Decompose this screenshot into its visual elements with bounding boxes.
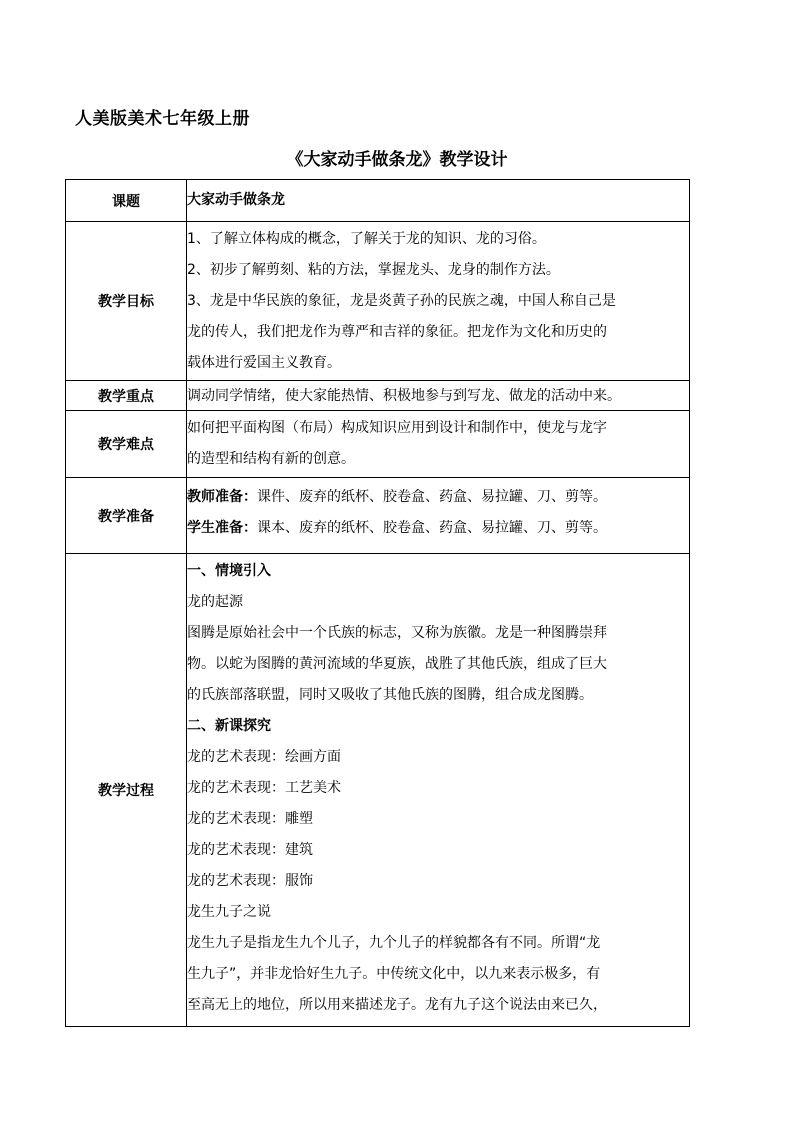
row-topic bbox=[66, 180, 690, 222]
student-preparation bbox=[187, 513, 689, 544]
objectives-line: 载体进行爱国主义教育。 bbox=[187, 354, 341, 371]
teacher-preparation-value: 课件、废弃的纸杯、胶卷盒、药盒、易拉罐、刀、剪等。 bbox=[257, 489, 607, 505]
process-line: 龙的艺术表现：服饰 bbox=[187, 873, 313, 889]
process-line: 龙生九子是指龙生九个儿子，九个儿子的样貌都各有不同。所谓“龙 bbox=[187, 935, 601, 951]
process-line: 二、新课探究 bbox=[187, 718, 271, 734]
difficulties-line: 的造型和结构有新的创意。 bbox=[187, 451, 355, 467]
process-line: 龙的艺术表现：雕塑 bbox=[187, 811, 313, 827]
student-preparation-label: 学生准备： bbox=[187, 520, 257, 536]
process-line: 的氏族部落联盟，同时又吸收了其他氏族的图腾，组合成龙图腾。 bbox=[187, 687, 593, 703]
process-line: 生九子”，并非龙恰好生九子。中传统文化中，以九来表示极多，有 bbox=[187, 966, 601, 982]
lesson-plan-table bbox=[65, 179, 690, 1027]
difficulties-content bbox=[187, 411, 690, 478]
student-preparation-value: 课本、废弃的纸杯、胶卷盒、药盒、易拉罐、刀、剪等。 bbox=[257, 520, 607, 536]
topic-value: 大家动手做条龙 bbox=[187, 180, 690, 222]
process-line: 一、情境引入 bbox=[187, 563, 271, 579]
process-label: 教学过程 bbox=[66, 554, 187, 1027]
process-content bbox=[187, 554, 690, 1027]
preparation-label: 教学准备 bbox=[66, 478, 187, 554]
process-line: 龙的艺术表现：绘画方面 bbox=[187, 749, 341, 765]
key-points-label: 教学重点 bbox=[66, 381, 187, 411]
objectives-line: 2、初步了解剪刻、粘的方法，掌握龙头、龙身的制作方法。 bbox=[187, 261, 560, 278]
teacher-preparation bbox=[187, 482, 689, 513]
process-line: 龙生九子之说 bbox=[187, 904, 271, 920]
row-key-points bbox=[66, 381, 690, 411]
process-line: 龙的艺术表现：建筑 bbox=[187, 842, 313, 858]
process-line: 至高无上的地位，所以用来描述龙子。龙有九子这个说法由来已久， bbox=[187, 997, 607, 1013]
difficulties-line: 如何把平面构图（布局）构成知识应用到设计和制作中，使龙与龙字 bbox=[187, 420, 607, 436]
key-points-value bbox=[187, 381, 690, 411]
process-line: 龙的艺术表现：工艺美术 bbox=[187, 780, 341, 796]
teacher-preparation-label: 教师准备： bbox=[187, 489, 257, 505]
objectives-label: 教学目标 bbox=[66, 222, 187, 381]
header-text: 人美版美术七年级上册 bbox=[75, 109, 250, 129]
difficulties-label: 教学难点 bbox=[66, 411, 187, 478]
preparation-content bbox=[187, 478, 690, 554]
key-points-line: 调动同学情绪，使大家能热情、积极地参与到写龙、做龙的活动中来。 bbox=[187, 387, 621, 404]
process-line: 图腾是原始社会中一个氏族的标志，又称为族徽。龙是一种图腾崇拜 bbox=[187, 625, 607, 641]
row-process bbox=[66, 554, 690, 1027]
row-difficulties bbox=[66, 411, 690, 478]
document-title: 《大家动手做条龙》教学设计 bbox=[286, 150, 508, 170]
objectives-line: 1、了解立体构成的概念，了解关于龙的知识、龙的习俗。 bbox=[187, 230, 546, 247]
process-line: 龙的起源 bbox=[187, 594, 243, 610]
row-objectives bbox=[66, 222, 690, 381]
objectives-line: 龙的传人，我们把龙作为尊严和吉祥的象征。把龙作为文化和历史的 bbox=[187, 323, 607, 340]
objectives-content bbox=[187, 222, 690, 381]
topic-label: 课题 bbox=[66, 180, 187, 222]
row-preparation bbox=[66, 478, 690, 554]
process-line: 物。以蛇为图腾的黄河流域的华夏族，战胜了其他氏族，组成了巨大 bbox=[187, 656, 607, 672]
objectives-line: 3、龙是中华民族的象征，龙是炎黄子孙的民族之魂，中国人称自己是 bbox=[187, 292, 616, 309]
